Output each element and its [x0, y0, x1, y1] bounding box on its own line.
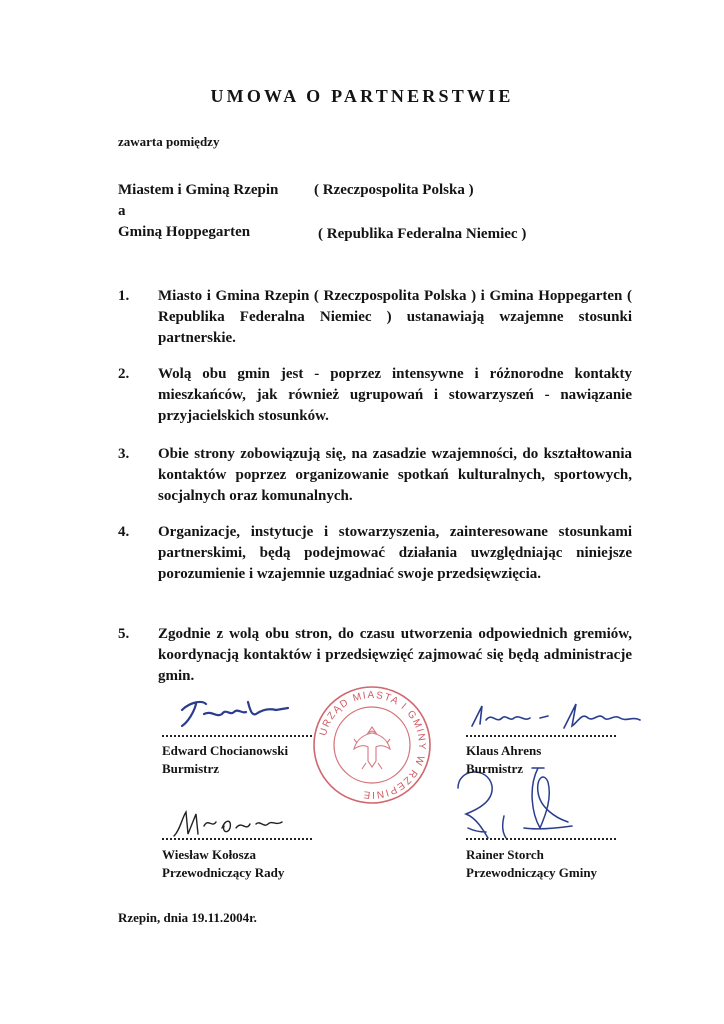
- party1-country: ( Rzeczpospolita Polska ): [314, 182, 474, 198]
- article-text: Miasto i Gmina Rzepin ( Rzeczpospolita Polska ) i Gmina Hoppegarten ( Republika Federalna Niemiec ) ustanawiają wzajemne stosunki partnerskie.: [158, 288, 632, 346]
- article-text: Zgodnie z wolą obu stron, do czasu utworzenia odpowiednich gremiów, koordynacją kontaktów i przedsięwzięć zajmować się będą administracje gmin.: [158, 626, 632, 684]
- signatory-right-top: [466, 742, 541, 778]
- signature-kolosza: [172, 806, 292, 842]
- eagle-emblem-icon: [354, 727, 390, 769]
- article-number: 2.: [118, 366, 130, 382]
- place-and-date: Rzepin, dnia 19.11.2004r.: [118, 910, 257, 925]
- signature-chocianowski: [176, 692, 296, 732]
- signature-line: [466, 838, 616, 840]
- signatory-role: Przewodniczący Gminy: [466, 865, 598, 880]
- signatory-left-top: [162, 742, 288, 778]
- signatory-role: Burmistrz: [162, 761, 220, 776]
- article-number: 4.: [118, 524, 130, 540]
- signature-line: [162, 838, 312, 840]
- signatory-name: Rainer Storch: [466, 847, 544, 862]
- signatory-name: Klaus Ahrens: [466, 743, 542, 758]
- article-number: 3.: [118, 446, 130, 462]
- official-stamp: [310, 683, 434, 807]
- article-text: Wolą obu gmin jest - poprzez intensywne i różnorodne kontakty mieszkańców, jak również ugrupowań i stowarzyszeń - nawiązanie przyjacielskich stosunków.: [158, 366, 632, 424]
- party2-name: Gminą Hoppegarten: [118, 224, 251, 240]
- signatory-name: Wiesław Kołosza: [162, 847, 257, 862]
- signatory-left-bottom: [162, 846, 284, 882]
- signature-line: [466, 735, 616, 737]
- signatory-name: Edward Chocianowski: [162, 743, 289, 758]
- article-number: 5.: [118, 626, 130, 642]
- signature-line: [162, 735, 312, 737]
- document-title: UMOWA O PARTNERSTWIE: [210, 86, 514, 106]
- article-text: Organizacje, instytucje i stowarzyszenia, zainteresowane stosunkami partnerskimi, będą podejmować działania uwzględniając niniejsze porozumienie i wzajemnie uzgadniać swoje przedsięwzięcia.: [158, 524, 632, 582]
- stamp-text: URZĄD MIASTA I GMINY W RZEPINIE: [317, 689, 428, 801]
- party2-country: ( Republika Federalna Niemiec ): [318, 226, 527, 242]
- signatory-role: Przewodniczący Rady: [162, 865, 285, 880]
- signature-ahrens: [468, 700, 648, 732]
- article-number: 1.: [118, 288, 130, 304]
- signatory-right-bottom: [466, 846, 597, 882]
- article-text: Obie strony zobowiązują się, na zasadzie wzajemności, do kształtowania kontaktów poprzez organizowanie spotkań kulturalnych, sportowych, socjalnych oraz komunalnych.: [158, 446, 632, 504]
- intro-text: zawarta pomiędzy: [118, 134, 220, 149]
- signatory-role: Burmistrz: [466, 761, 524, 776]
- party-conjunction: a: [118, 203, 126, 219]
- party1-name: Miastem i Gminą Rzepin: [118, 182, 279, 198]
